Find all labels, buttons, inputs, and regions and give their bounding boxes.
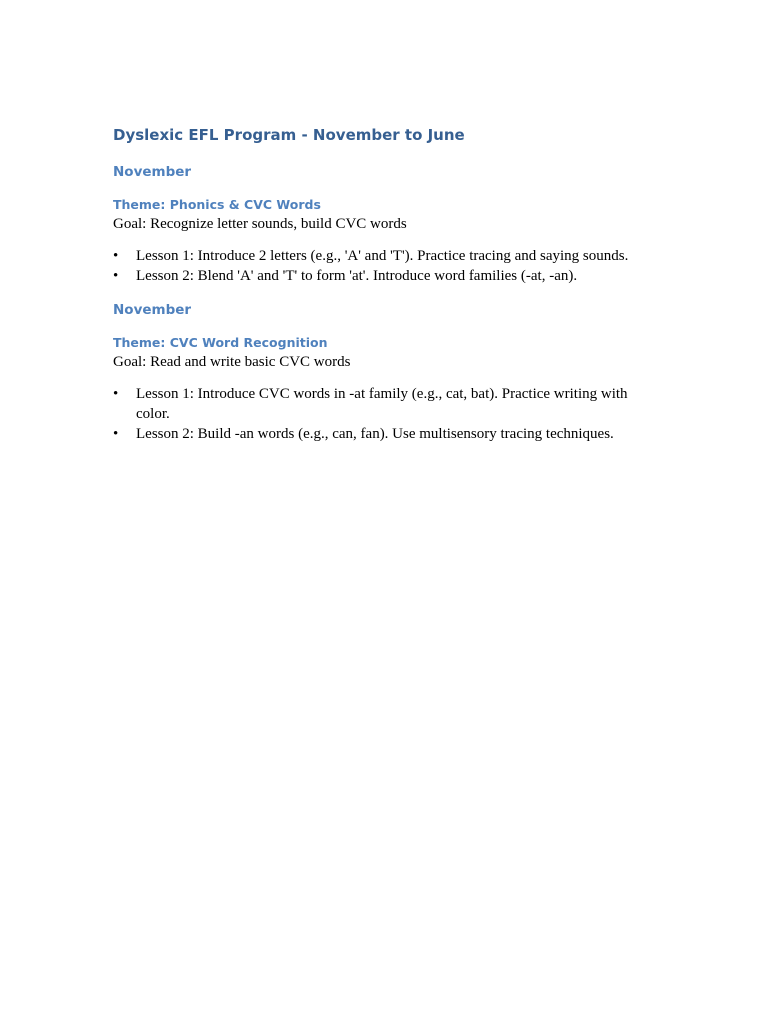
- lesson-text: Lesson 2: Blend 'A' and 'T' to form 'at'. Introduce word families (-at, -an).: [136, 268, 578, 284]
- lesson-list: [113, 384, 653, 444]
- goal-text: Goal: Recognize letter sounds, build CVC words: [113, 216, 407, 232]
- theme-heading: Theme: Phonics & CVC Words: [113, 197, 321, 212]
- bullet-icon: •: [113, 426, 119, 442]
- lesson-text: Lesson 1: Introduce CVC words in -at family (e.g., cat, bat). Practice writing with color.: [136, 386, 628, 422]
- list-item: [113, 266, 653, 286]
- lesson-text: Lesson 1: Introduce 2 letters (e.g., 'A' and 'T'). Practice tracing and saying sounds.: [136, 248, 629, 264]
- goal-text: Goal: Read and write basic CVC words: [113, 354, 351, 370]
- lesson-list: [113, 246, 653, 286]
- month-section-1: [113, 162, 653, 286]
- theme-heading: Theme: CVC Word Recognition: [113, 335, 328, 350]
- list-item: [113, 246, 653, 266]
- lesson-text: Lesson 2: Build -an words (e.g., can, fan). Use multisensory tracing techniques.: [136, 426, 614, 442]
- document-page: [113, 124, 653, 458]
- month-heading: November: [113, 302, 192, 318]
- bullet-icon: •: [113, 268, 119, 284]
- month-section-2: [113, 300, 653, 444]
- bullet-icon: •: [113, 386, 119, 402]
- month-heading: November: [113, 164, 192, 180]
- list-item: [113, 384, 653, 424]
- list-item: [113, 424, 653, 444]
- bullet-icon: •: [113, 248, 119, 264]
- document-title: Dyslexic EFL Program - November to June: [113, 126, 465, 144]
